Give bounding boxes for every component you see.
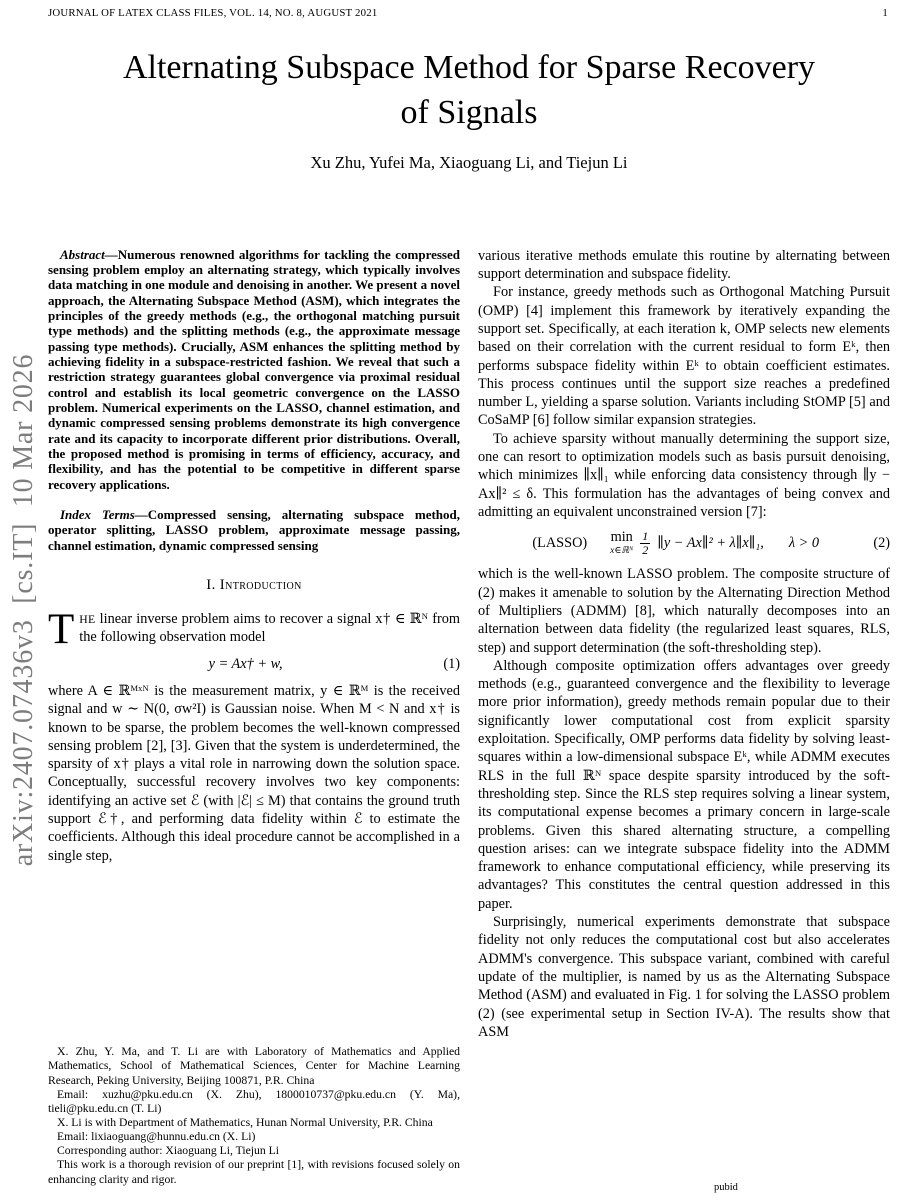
page-number: 1 bbox=[882, 7, 888, 19]
abstract-paragraph bbox=[48, 247, 460, 492]
right-paragraph-2: For instance, greedy methods such as Orthogonal Matching Pursuit (OMP) [4] implement this framework by iteratively expanding the support set. Specifically, at each iteration k, OMP selects new elements based on their correlation with the current residual to form Eᵏ, then performs subspace fidelity within Eᵏ to obtain coefficient estimates. This process continues until the support size reaches a predefined number L, yielding a sparse solution. Variants including StOMP [5] and CoSaMP [6] follow similar expansion strategies. bbox=[478, 284, 890, 429]
paper-title bbox=[48, 46, 890, 136]
fraction-denominator: 2 bbox=[642, 542, 649, 557]
index-terms-text: Compressed sensing, alternating subspace method, operator splitting, LASSO problem, approximate message passing, channel estimation, dynamic compressed sensing bbox=[48, 507, 461, 553]
abstract-label: Abstract— bbox=[60, 246, 118, 262]
dropcap-letter: T bbox=[48, 605, 75, 653]
right-paragraph-6: Surprisingly, numerical experiments demonstrate that subspace fidelity not only reduces the computational cost but also accelerates ADMM's convergence. This subspace variant, combined with careful update of the multiplier, is named by us as the Alternating Subspace Method (ASM) and evaluated in Fig. 1 for solving the LASSO problem (2) (see experimental setup in Section IV-A). The results show that ASM bbox=[478, 914, 890, 1040]
right-column bbox=[478, 247, 890, 1187]
fraction-one-half bbox=[640, 530, 650, 556]
equation-2-number: (2) bbox=[873, 534, 890, 551]
equation-2 bbox=[478, 530, 890, 556]
authors-line: Xu Zhu, Yufei Ma, Xiaoguang Li, and Tiejun Li bbox=[310, 152, 628, 172]
abstract-text: Numerous renowned algorithms for tackling the compressed sensing problem employ an alternating strategy, which typically involves data matching in one module and denoising in another. We present a novel approach, the Alternating Subspace Method (ASM), which integrates the principles of the greedy methods (e.g., the orthogonal matching pursuit type methods) and the splitting methods (e.g., the approximate message passing type methods). Crucially, ASM enhances the splitting method by achieving fidelity in a subspace-restricted fashion. We reveal that such a restriction strategy guarantees global convergence via proximal residual control and establish its local geometric convergence on the LASSO problem. Numerical experiments on the LASSO, channel estimation, and dynamic compressed sensing problems demonstrate its high convergence rate and its capacity to incorporate different prior distributions. Overall, the proposed method is promising in terms of efficiency, accuracy, and flexibility, and has the potential to be competitive in different sparse recovery applications. bbox=[48, 246, 460, 492]
equation-1-body: y = Ax† + w, bbox=[208, 655, 283, 672]
arxiv-watermark: arXiv:2407.07436v3 [cs.IT] 10 Mar 2026 bbox=[8, 353, 39, 867]
min-operator bbox=[610, 530, 633, 556]
paper-title-line2: of Signals bbox=[400, 93, 538, 131]
paper-title-line1: Alternating Subspace Method for Sparse Recovery bbox=[122, 49, 816, 86]
index-terms-paragraph bbox=[48, 507, 460, 553]
min-word: min bbox=[610, 529, 633, 546]
running-header bbox=[48, 7, 888, 19]
right-paragraph-4: which is the well-known LASSO problem. The composite structure of (2) makes it amenable to solution by the Alternating Direction Method of Multipliers (ADMM) [8], which naturally decomposes into an alternation between data fidelity (the regularized least squares, RLS, step) and support determination (the soft-thresholding step). bbox=[478, 566, 890, 656]
equation-2-body bbox=[478, 530, 873, 556]
two-column-body bbox=[48, 247, 890, 1187]
footnote-revision-note: This work is a thorough revision of our preprint [1], with revisions focused solely on enhancing clarity and rigor. bbox=[48, 1158, 460, 1186]
equation-1 bbox=[48, 656, 460, 673]
intro-paragraph-1-text: linear inverse problem aims to recover a signal x† ∈ ℝᴺ from the following observation model bbox=[79, 610, 460, 646]
equation-1-number: (1) bbox=[443, 655, 460, 672]
journal-header: JOURNAL OF LATEX CLASS FILES, VOL. 14, NO. 8, AUGUST 2021 bbox=[48, 7, 378, 19]
footnote-corresponding-author: Corresponding author: Xiaoguang Li, Tiejun Li bbox=[57, 1144, 280, 1158]
equation-2-expression: ∥y − Ax∥² + λ∥x∥₁, bbox=[657, 534, 764, 551]
left-column bbox=[48, 247, 460, 1187]
equation-2-tag: (LASSO) bbox=[532, 534, 588, 551]
pubid-text: pubid bbox=[714, 1182, 738, 1193]
intro-paragraph-2: where A ∈ ℝᴹˣᴺ is the measurement matrix, y ∈ ℝᴹ is the received signal and w ∼ N(0, σw²I) is Gaussian noise. When M < N and x† is known to be sparse, the problem becomes the well-known compressed sensing problem [2], [3]. Given that the system is underdetermined, the sparsity of x† plays a vital role in narrowing down the solution space. Conceptually, successful recovery involves two key components: identifying an active set ℰ (with |ℰ| ≤ M) that contains the ground truth support ℰ†, and performing data fidelity within ℰ to estimate the coefficients. Although this ideal procedure cannot be accomplished in a single step, bbox=[48, 682, 460, 864]
right-paragraph-5: Although composite optimization offers advantages over greedy methods (e.g., guaranteed convergence and the flexibility to leverage more prior information), greedy methods remain popular due to their significantly lower computational cost from explicit sparsity exploitation. Specifically, OMP performs data fidelity by solving least-squares within a low-dimensional subspace Eᵏ, while ADMM executes RLS in the full ℝᴺ space despite sparsity introduced by the soft-thresholding step. Since the RLS step requires solving a linear system, its computational expense becomes a primary concern in large-scale problems. Given this shared alternating structure, a compelling question arises: can we integrate subspace fidelity into the ADMM framework to enhance computational efficiency, while preserving its advantages? This constitutes the central question addressed in this paper. bbox=[478, 657, 890, 912]
author-footnotes bbox=[48, 1045, 460, 1187]
lead-caps: HE bbox=[79, 612, 96, 626]
footnote-affiliation-2: X. Li is with Department of Mathematics, Hunan Normal University, P.R. China bbox=[57, 1115, 433, 1129]
footnote-affiliation-1: X. Zhu, Y. Ma, and T. Li are with Laboratory of Mathematics and Applied Mathematics, School of Mathematical Sciences, Center for Machine Learning Research, Peking University, Beijing 100871, P.R. China bbox=[48, 1045, 460, 1087]
index-terms-label: Index Terms— bbox=[60, 507, 148, 522]
equation-2-condition: λ > 0 bbox=[788, 534, 819, 551]
section-heading-introduction: I. Introduction bbox=[206, 576, 302, 593]
fraction-numerator: 1 bbox=[642, 529, 649, 544]
footnote-email-1: Email: xuzhu@pku.edu.cn (X. Zhu), 1800010737@pku.edu.cn (Y. Ma), tieli@pku.edu.cn (T. Li) bbox=[48, 1087, 460, 1115]
intro-paragraph-1 bbox=[48, 605, 460, 653]
min-subscript: x∈ℝᴺ bbox=[610, 545, 634, 556]
right-paragraph-3: To achieve sparsity without manually determining the support size, one can resort to optimization models such as basis pursuit denoising, which minimizes ∥x∥₁ while enforcing data consistency through ∥y − Ax∥² ≤ δ. This formulation has the advantages of being convex and admitting an equivalent unconstrained version [7]: bbox=[478, 430, 890, 520]
footnote-email-2: Email: lixiaoguang@hunnu.edu.cn (X. Li) bbox=[57, 1130, 256, 1144]
right-paragraph-1: various iterative methods emulate this routine by alternating between support determination and subspace fidelity. bbox=[478, 247, 890, 283]
